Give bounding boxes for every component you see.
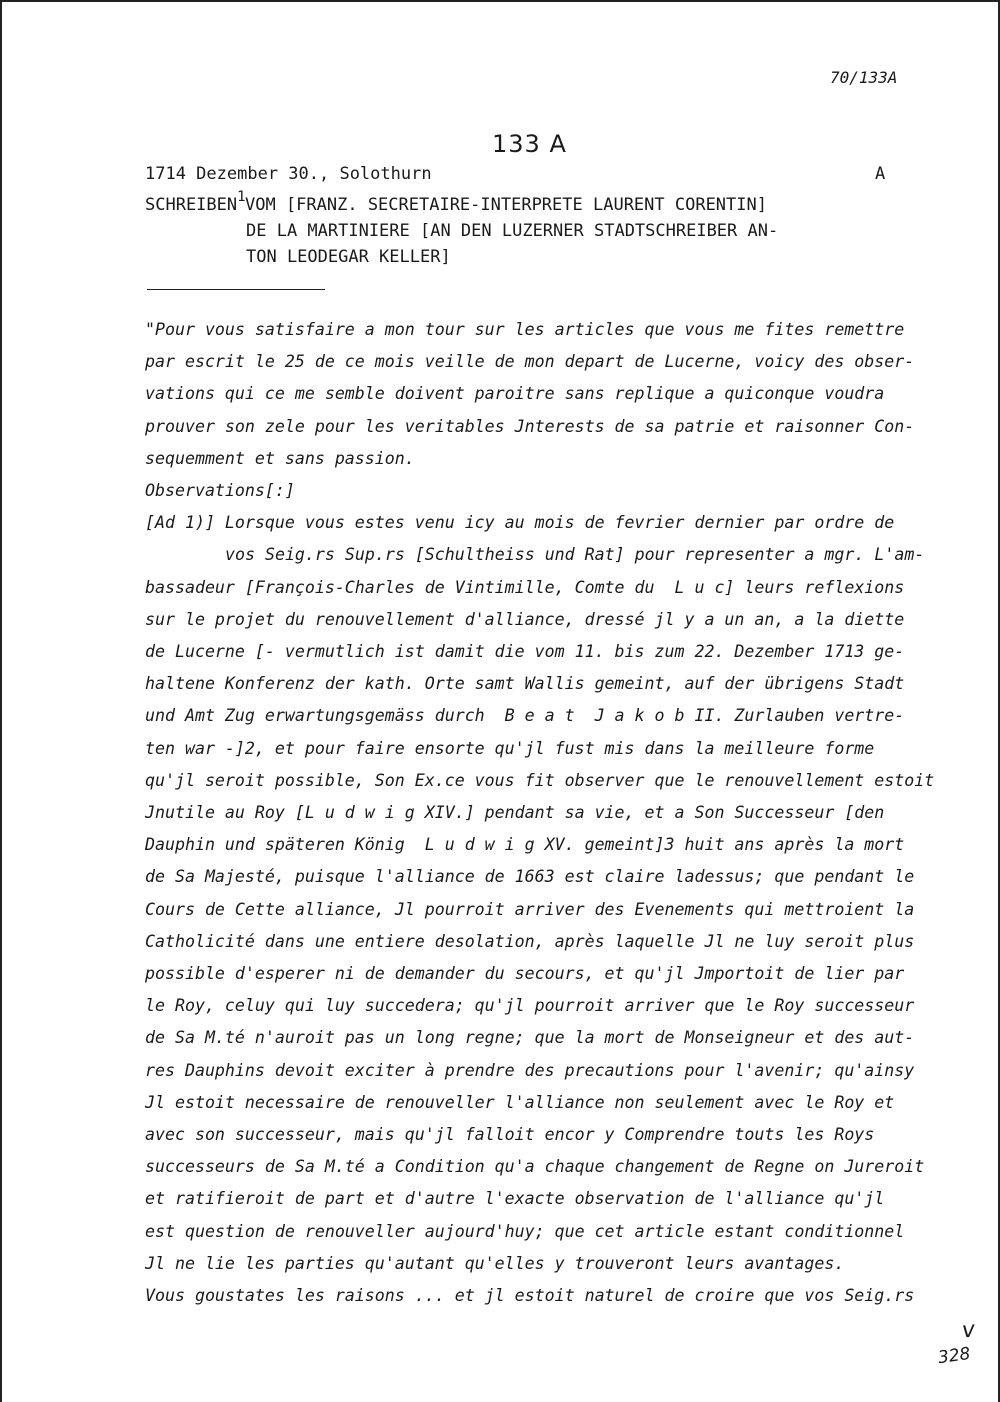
body-line: "Pour vous satisfaire a mon tour sur les articles que vous me fites remettre (145, 320, 905, 339)
archive-reference: 70/133A (830, 68, 898, 87)
document-number: 133 A (492, 130, 567, 158)
body-line: bassadeur [François-Charles de Vintimille, Comte du L u c] leurs reflexions (145, 577, 905, 597)
body-line: de Sa Majesté, puisque l'alliance de 1663 est claire ladessus; que pendant le (145, 867, 915, 887)
title-line-3: TON LEODEGAR KELLER] (246, 247, 451, 267)
body-line: vations qui ce me semble doivent paroitre sans replique a quiconque voudra (145, 384, 885, 404)
title-line-2: DE LA MARTINIERE [AN DEN LUZERNER STADTSCHREIBER AN- (246, 221, 779, 241)
footnote-marker: 1 (237, 189, 246, 206)
body-line: par escrit le 25 de ce mois veille de mon depart de Lucerne, voicy des obser- (145, 352, 915, 372)
document-title (145, 189, 905, 270)
body-line: avec son successeur, mais qu'jl falloit encor y Comprendre touts les Roys (145, 1125, 875, 1145)
body-line: Observations[:] (145, 481, 295, 501)
title-label: SCHREIBEN$^1$ (145, 189, 246, 215)
body-line: und Amt Zug erwartungsgemäss durch B e a t J a k o b II. Zurlauben vertre- (145, 706, 905, 726)
margin-check-mark: v (960, 1317, 977, 1344)
body-line: [Ad 1)] Lorsque vous estes venu icy au mois de fevrier dernier par ordre de (145, 513, 895, 533)
body-line: Cours de Cette alliance, Jl pourroit arriver des Evenements qui mettroient la (145, 899, 915, 919)
letter-body (145, 314, 945, 1312)
body-line: est question de renouveller aujourd'huy; que cet article estant conditionnel (145, 1221, 905, 1241)
body-line: prouver son zele pour les veritables Jnterests de sa patrie et raisonner Con- (145, 416, 915, 436)
title-line-1: VOM [FRANZ. SECRETAIRE-INTERPRETE LAURENT CORENTIN] (245, 195, 767, 215)
body-line: sequemment et sans passion. (145, 448, 415, 468)
date-place-line: 1714 Dezember 30., Solothurn (145, 164, 432, 184)
title-divider (147, 289, 325, 290)
body-line: qu'jl seroit possible, Son Ex.ce vous fit observer que le renouvellement estoit (145, 770, 935, 790)
body-line: successeurs de Sa M.té a Condition qu'a chaque changement de Regne on Jureroit (145, 1157, 925, 1177)
body-line: de Sa M.té n'auroit pas un long regne; que la mort de Monseigneur et des aut- (145, 1028, 915, 1048)
body-line: ten war -]2, et pour faire ensorte qu'jl fust mis dans la meilleure forme (145, 738, 875, 758)
body-line: Dauphin und späteren König L u d w i g XV. gemeint]3 huit ans après la mort (145, 835, 905, 855)
body-line: res Dauphins devoit exciter à prendre des precautions pour l'avenir; qu'ainsy (145, 1060, 915, 1080)
body-line: Jnutile au Roy [L u d w i g XIV.] pendant sa vie, et a Son Successeur [den (145, 803, 885, 823)
body-line: et ratifieroit de part et d'autre l'exacte observation de l'alliance qu'jl (145, 1189, 885, 1209)
body-line: vos Seig.rs Sup.rs [Schultheiss und Rat] pour representer a mgr. L'am- (225, 545, 925, 565)
body-line: le Roy, celuy qui luy succedera; qu'jl pourroit arriver que le Roy successeur (145, 996, 915, 1016)
body-line: Catholicité dans une entiere desolation, après laquelle Jl ne luy seroit plus (145, 931, 915, 951)
body-line: Jl estoit necessaire de renouveller l'alliance non seulement avec le Roy et (145, 1092, 895, 1112)
body-line: sur le projet du renouvellement d'alliance, dressé jl y a un an, a la diette (145, 609, 905, 629)
body-line: Vous goustates les raisons ... et jl estoit naturel de croire que vos Seig.rs (145, 1286, 915, 1306)
body-line: de Lucerne [- vermutlich ist damit die vom 11. bis zum 22. Dezember 1713 ge- (145, 642, 905, 662)
body-line: Jl ne lie les parties qu'autant qu'elles y trouveront leurs avantages. (145, 1253, 845, 1273)
letter-marker: A (875, 164, 886, 184)
margin-page-mark: 328 (936, 1343, 972, 1369)
body-line: possible d'esperer ni de demander du secours, et qu'jl Jmportoit de lier par (145, 964, 905, 984)
body-line: haltene Konferenz der kath. Orte samt Wallis gemeint, auf der übrigens Stadt (145, 674, 905, 694)
